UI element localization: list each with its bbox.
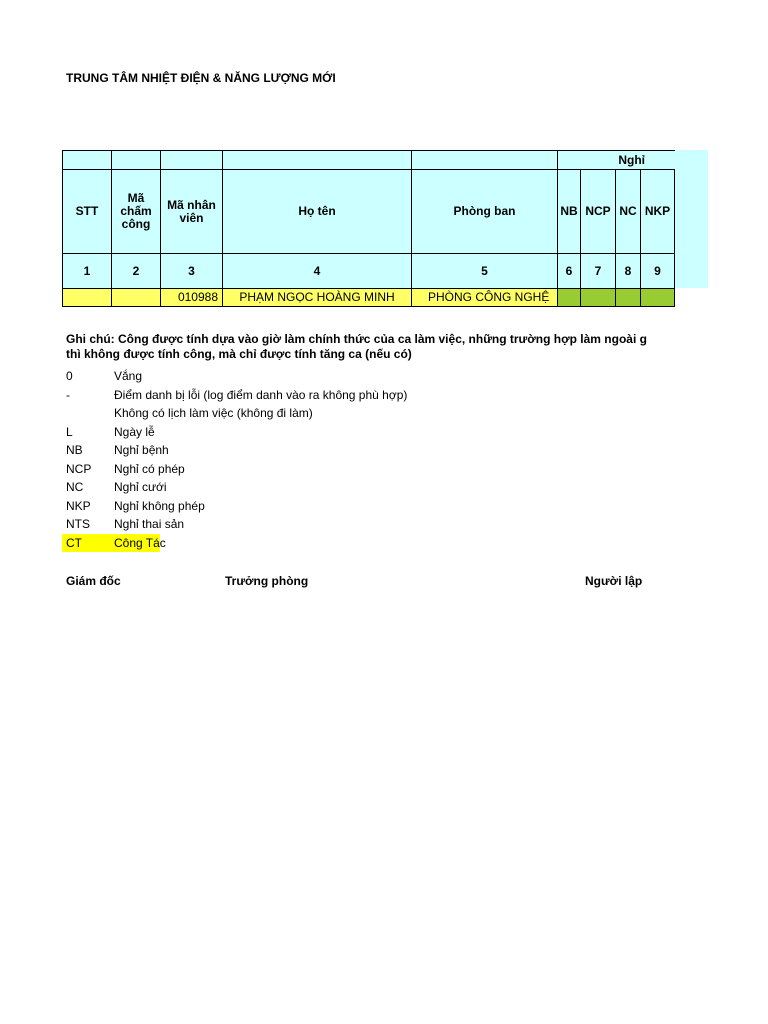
- col-header-ho-ten: Họ tên: [222, 169, 412, 254]
- col-header-stt: STT: [62, 169, 112, 254]
- group-header-nghi: Nghỉ: [557, 150, 675, 170]
- header-top-cell: [222, 150, 412, 170]
- legend-item: [0, 386, 768, 404]
- legend-desc: Nghỉ cưới: [114, 480, 167, 494]
- note-line-1: Ghi chú: Công được tính dựa vào giờ làm chính thức của ca làm việc, những trường hợp làm ngoài g: [66, 332, 647, 346]
- table-cell-phong-ban: PHÒNG CÔNG NGHỆ: [411, 288, 558, 307]
- legend-desc: Vắng: [114, 369, 143, 383]
- header-top-cell: [111, 150, 161, 170]
- legend-code: NC: [66, 480, 84, 494]
- col-number: 9: [640, 253, 675, 289]
- col-number: 1: [62, 253, 112, 289]
- header-top-cell: [160, 150, 223, 170]
- signature-preparer: Người lập: [585, 574, 643, 588]
- table-cell-ma-nhan-vien: 010988: [160, 288, 223, 307]
- legend-item: [0, 423, 768, 441]
- legend-item: [0, 441, 768, 459]
- legend-code: -: [66, 388, 70, 402]
- legend-desc: Điểm danh bị lỗi (log điểm danh vào ra không phù hợp): [114, 388, 408, 402]
- page-title: TRUNG TÂM NHIỆT ĐIỆN & NĂNG LƯỢNG MỚI: [66, 71, 336, 85]
- table-cell-stt: [62, 288, 112, 307]
- header-fill: [674, 150, 708, 288]
- legend-desc: Nghỉ không phép: [114, 499, 205, 513]
- table-cell-nc: [615, 288, 641, 307]
- legend-code: CT: [66, 536, 82, 550]
- legend-code: L: [66, 425, 73, 439]
- col-number: 2: [111, 253, 161, 289]
- legend-code: NCP: [66, 462, 92, 476]
- note: [66, 332, 674, 362]
- col-header-ma-cham-cong: Mã chấm công: [111, 169, 161, 254]
- col-number: 6: [557, 253, 581, 289]
- col-header-ma-nhan-vien: Mã nhân viên: [160, 169, 223, 254]
- legend-desc: Ngày lễ: [114, 425, 155, 439]
- legend-item: [0, 478, 768, 496]
- table-cell-nb: [557, 288, 581, 307]
- legend-desc: Nghỉ thai sản: [114, 517, 185, 531]
- legend-desc: Nghỉ có phép: [114, 462, 185, 476]
- col-header-nc: NC: [615, 169, 641, 254]
- legend-code: NB: [66, 443, 83, 457]
- signature-head: Trưởng phòng: [225, 574, 309, 588]
- col-header-phong-ban: Phòng ban: [411, 169, 558, 254]
- legend-item: [0, 515, 768, 533]
- col-number: 3: [160, 253, 223, 289]
- table-cell-ma-cham-cong: [111, 288, 161, 307]
- header-top-cell: [62, 150, 112, 170]
- col-number: 7: [580, 253, 616, 289]
- col-header-nb: NB: [557, 169, 581, 254]
- legend-item: [0, 534, 768, 552]
- col-number: 5: [411, 253, 558, 289]
- legend-desc: Không có lịch làm việc (không đi làm): [114, 406, 313, 420]
- legend-code: NKP: [66, 499, 91, 513]
- legend-desc: Nghỉ bệnh: [114, 443, 169, 457]
- legend-item: [0, 460, 768, 478]
- table-cell-ncp: [580, 288, 616, 307]
- col-number: 8: [615, 253, 641, 289]
- note-line-2: thì không được tính công, mà chỉ được tính tăng ca (nếu có): [66, 347, 412, 361]
- legend-desc: Công Tác: [114, 536, 166, 550]
- header-top-cell: [411, 150, 558, 170]
- legend-item: [0, 404, 768, 422]
- table-cell-nkp: [640, 288, 675, 307]
- col-header-ncp: NCP: [580, 169, 616, 254]
- col-header-nkp: NKP: [640, 169, 675, 254]
- legend-item: [0, 497, 768, 515]
- signature-director: Giám đốc: [66, 574, 121, 588]
- legend-code: 0: [66, 369, 73, 383]
- col-number: 4: [222, 253, 412, 289]
- legend-item: [0, 367, 768, 385]
- legend-code: NTS: [66, 517, 90, 531]
- table-cell-ho-ten: PHẠM NGỌC HOÀNG MINH: [222, 288, 412, 307]
